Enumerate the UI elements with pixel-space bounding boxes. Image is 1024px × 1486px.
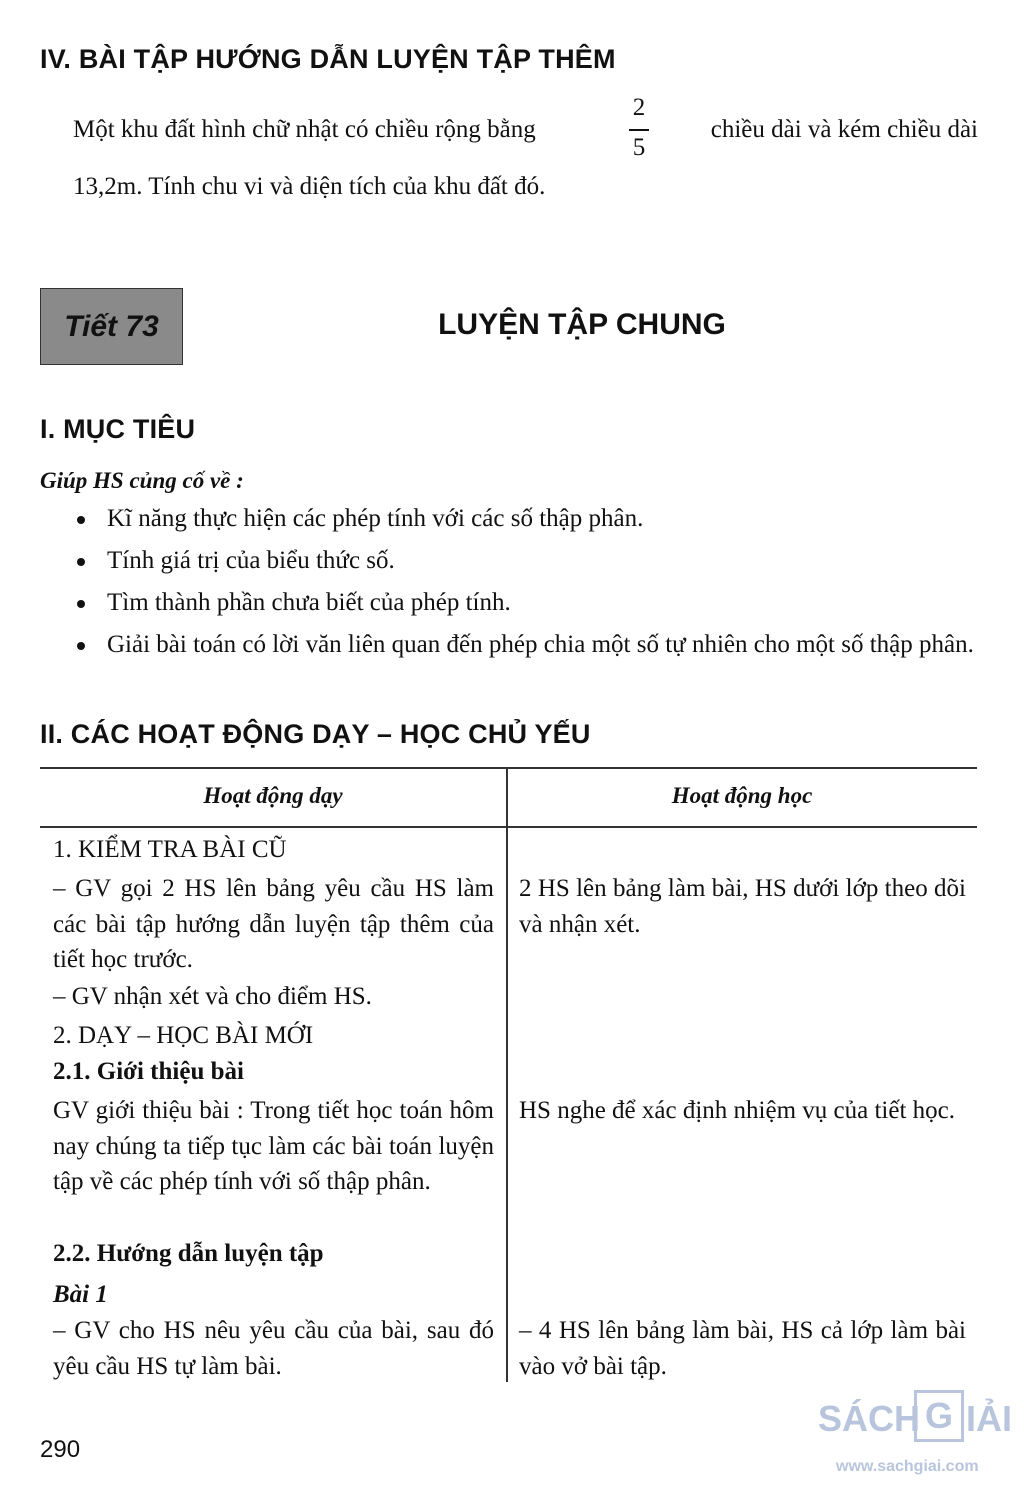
bullet-dot: [77, 600, 85, 608]
teach-heading-new-lesson: 2. DẠY – HỌC BÀI MỚI: [53, 1022, 314, 1049]
teach-exercise-1-title: Bài 1: [53, 1281, 108, 1308]
lesson-badge-label: Tiết 73: [64, 309, 159, 343]
teach-exercise-1-text: – GV cho HS nêu yêu cầu của bài, sau đó yêu cầu HS tự làm bài.: [53, 1317, 494, 1380]
watermark-brand-left: SÁCH: [818, 1398, 921, 1439]
fraction-bar: [629, 129, 649, 131]
teach-intro-text: GV giới thiệu bài : Trong tiết học toán hôm nay chúng ta tiếp tục làm các bài toán luyện tập về các phép tính với số thập phân.: [53, 1097, 494, 1195]
bullet-dot: [77, 558, 85, 566]
column-header-teaching: Hoạt động dạy: [203, 783, 343, 808]
learn-exercise-1-response: – 4 HS lên bảng làm bài, HS cả lớp làm bài vào vở bài tập.: [519, 1317, 966, 1380]
bullet-dot: [77, 516, 85, 524]
fraction-numerator: 2: [632, 94, 646, 121]
teach-heading-practice: 2.2. Hướng dẫn luyện tập: [53, 1240, 324, 1267]
problem-text-line2: 13,2m. Tính chu vi và diện tích của khu đất đó.: [73, 173, 546, 200]
table-top-border: [40, 767, 977, 769]
section-heading-objectives: I. MỤC TIÊU: [40, 414, 196, 444]
section-heading-activities: II. CÁC HOẠT ĐỘNG DẠY – HỌC CHỦ YẾU: [40, 719, 591, 749]
teach-review-grade: – GV nhận xét và cho điểm HS.: [53, 983, 372, 1010]
fraction-denominator: 5: [632, 134, 646, 161]
bullet-dot: [77, 642, 85, 650]
section-heading-extra-exercises: IV. BÀI TẬP HƯỚNG DẪN LUYỆN TẬP THÊM: [40, 44, 616, 74]
problem-text-part1: Một khu đất hình chữ nhật có chiều rộng bằng: [73, 116, 536, 143]
objective-item: Tính giá trị của biểu thức số.: [107, 547, 395, 574]
teach-heading-intro: 2.1. Giới thiệu bài: [53, 1058, 244, 1085]
page-number: 290: [40, 1436, 81, 1463]
objectives-intro: Giúp HS củng cố về :: [40, 468, 244, 493]
lesson-title: LUYỆN TẬP CHUNG: [438, 308, 726, 341]
problem-text-part2: chiều dài và kém chiều dài: [710, 116, 978, 143]
column-header-learning: Hoạt động học: [671, 783, 813, 808]
objective-item: Kĩ năng thực hiện các phép tính với các số thập phân.: [107, 505, 644, 532]
lesson-badge: [40, 288, 183, 365]
learn-intro-response: HS nghe để xác định nhiệm vụ của tiết học.: [519, 1097, 955, 1124]
learn-review-response: 2 HS lên bảng làm bài, HS dưới lớp theo dõi và nhận xét.: [519, 875, 966, 938]
objective-item: Giải bài toán có lời văn liên quan đến phép chia một số tự nhiên cho một số thập phân.: [107, 631, 974, 658]
table-header-border: [40, 826, 977, 828]
teach-review-step: – GV gọi 2 HS lên bảng yêu cầu HS làm các bài tập hướng dẫn luyện tập thêm của tiết học trước.: [53, 875, 494, 973]
teach-heading-review: 1. KIỂM TRA BÀI CŨ: [53, 836, 287, 863]
table-column-divider: [506, 767, 508, 1382]
watermark-url: www.sachgiai.com: [836, 1458, 979, 1475]
watermark-brand-box: G: [914, 1390, 964, 1442]
objective-item: Tìm thành phần chưa biết của phép tính.: [107, 589, 511, 616]
watermark-brand-right: IẢI: [966, 1398, 1013, 1439]
